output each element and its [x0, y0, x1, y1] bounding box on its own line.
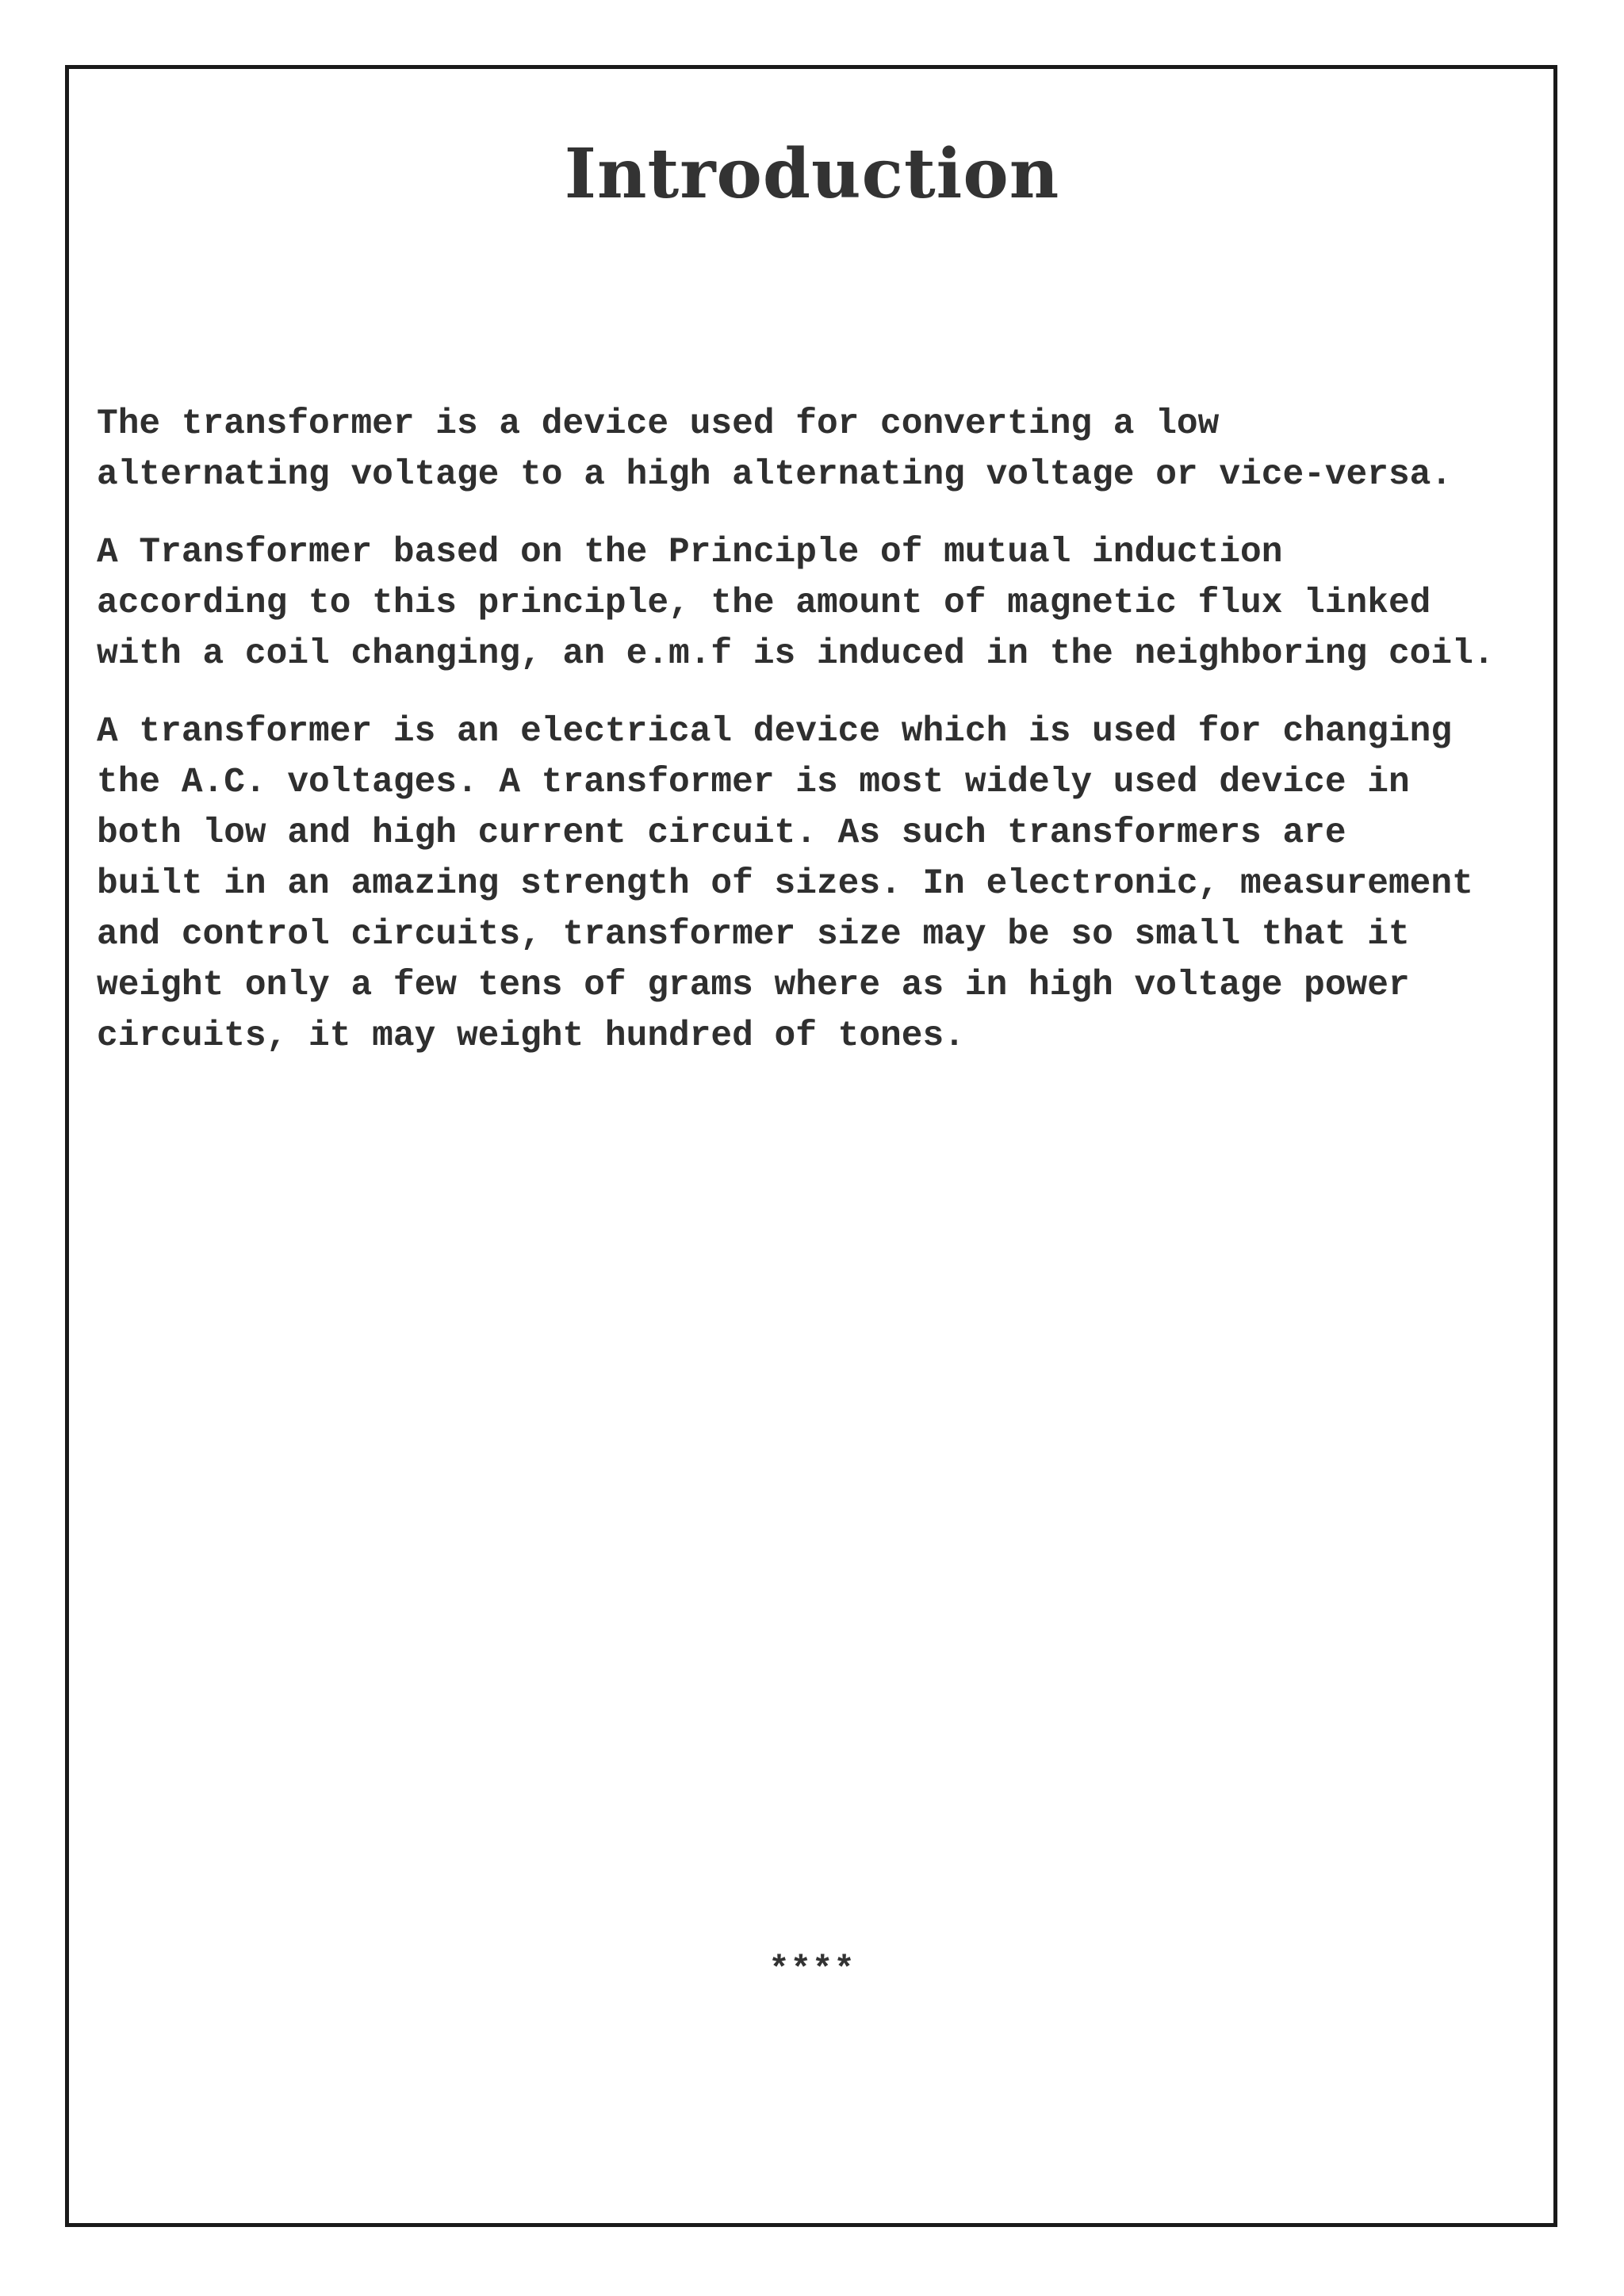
body-text — [97, 399, 1524, 1089]
paragraph-principle: A Transformer based on the Principle of mutual induction according to this principle, the amount of magnetic flux linked with a coil changing, an e.m.f is induced in the neighboring coil. — [97, 533, 1495, 674]
page-border — [65, 65, 1557, 2227]
paragraph-description: A transformer is an electrical device which is used for changing the A.C. voltages. A transformer is most widely used device in both low and high current circuit. As such transformers are built in an amazing strength of sizes. In electronic, measurement and control circuits, transformer size may be so small that it weight only a few tens of grams where as in high voltage power circuits, it may weight hundred of tones. — [97, 712, 1473, 1056]
paragraph-definition: The transformer is a device used for converting a low alternating voltage to a high alternating voltage or vice-versa. — [97, 404, 1453, 495]
end-mark: **** — [768, 1950, 856, 1990]
page-title: Introduction — [564, 134, 1060, 214]
